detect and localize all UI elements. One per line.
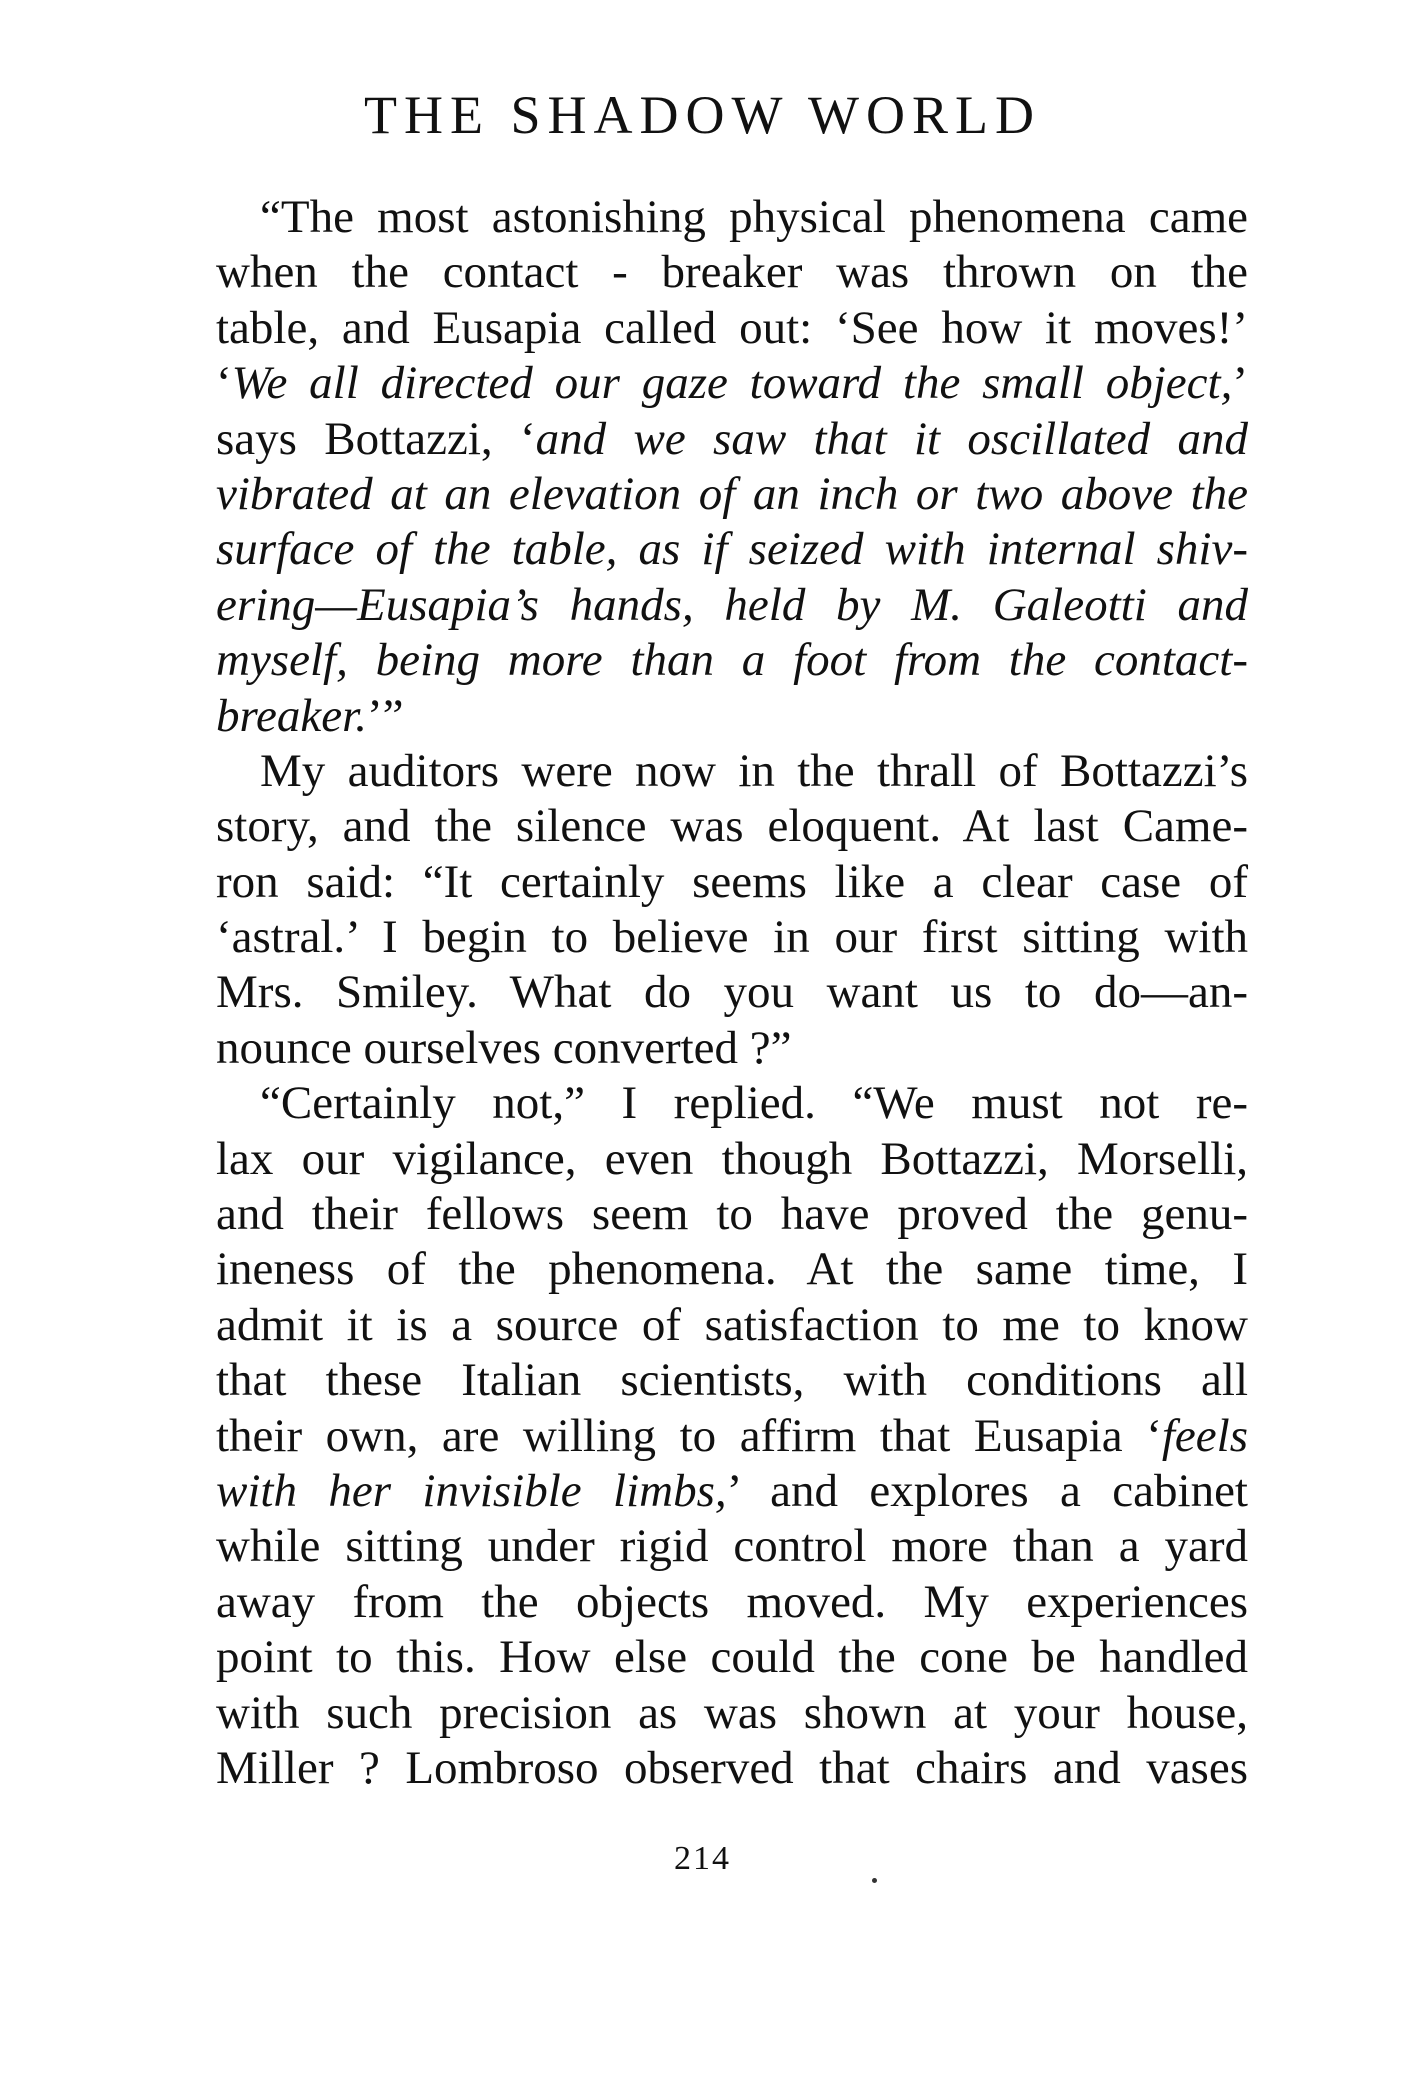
text-run: Miller ? Lombroso observed that chairs and vases: [216, 1741, 1248, 1794]
italic-run: breaker.: [216, 689, 367, 742]
text-run: Mrs. Smiley. What do you want us to do—an-: [216, 966, 1248, 1019]
text-line: [216, 689, 1248, 744]
text-run: admit it is a source of satisfaction to me to know: [216, 1298, 1248, 1351]
text-line: [216, 1464, 1248, 1519]
text-run: says Bottazzi, ‘: [216, 412, 536, 465]
text-run: lax our vigilance, even though Bottazzi, Morselli,: [216, 1132, 1248, 1185]
page-number: 214: [674, 1840, 731, 1877]
text-run: table, and Eusapia called out: ‘See how it moves!’: [216, 301, 1248, 354]
text-run: story, and the silence was eloquent. At last Came-: [216, 800, 1248, 853]
text-run: “The most astonishing physical phenomena came: [260, 191, 1248, 243]
italic-run: We all directed our gaze toward the small object,: [231, 357, 1233, 410]
text-line: [216, 522, 1248, 577]
text-run: away from the objects moved. My experiences: [216, 1575, 1248, 1628]
text-line: [216, 356, 1248, 411]
text-run: My auditors were now in the thrall of Bottazzi’s: [260, 744, 1248, 797]
italic-run: myself, being more than a foot from the contact-: [216, 634, 1248, 687]
text-run: and their fellows seem to have proved the genu-: [216, 1188, 1248, 1241]
italic-run: with her invisible limbs,: [216, 1464, 727, 1517]
text-line: [216, 633, 1248, 688]
text-run: that these Italian scientists, with conditions all: [216, 1354, 1248, 1407]
text-run: “Certainly not,” I replied. “We must not re-: [260, 1077, 1248, 1130]
text-line: [216, 1353, 1248, 1408]
text-run: ron said: “It certainly seems like a clear case of: [216, 855, 1248, 908]
text-line: [216, 1076, 1248, 1131]
text-line: [216, 1741, 1248, 1796]
italic-run: surface of the table, as if seized with internal shiv-: [216, 523, 1248, 576]
text-run: while sitting under rigid control more than a yard: [216, 1520, 1248, 1573]
text-line: [216, 965, 1248, 1020]
text-run: ‘: [216, 357, 232, 410]
text-line: [216, 1187, 1248, 1242]
text-run: ’”: [366, 689, 404, 742]
text-line: [216, 301, 1248, 356]
body-text: [216, 190, 1248, 1796]
text-line: [216, 1021, 1248, 1076]
text-line: [216, 1409, 1248, 1464]
text-run: with such precision as was shown at your house,: [216, 1686, 1248, 1739]
italic-run: ering—Eusapia’s hands, held by M. Galeotti and: [216, 578, 1248, 631]
text-line: [216, 467, 1248, 522]
text-run: ’ and explores a cabinet: [726, 1464, 1248, 1517]
text-run: their own, are willing to affirm that Eusapia ‘: [216, 1409, 1162, 1462]
text-line: [216, 799, 1248, 854]
running-head-title: THE SHADOW WORLD: [364, 85, 1041, 145]
text-line: [216, 412, 1248, 467]
italic-run: feels: [1161, 1409, 1248, 1462]
text-run: ‘astral.’ I begin to believe in our first sitting with: [216, 911, 1248, 964]
text-line: [216, 1298, 1248, 1353]
text-run: when the contact - breaker was thrown on the: [216, 246, 1248, 299]
italic-run: and we saw that it oscillated and: [535, 412, 1249, 465]
text-run: ineness of the phenomena. At the same time, I: [216, 1243, 1248, 1296]
text-line: [216, 1242, 1248, 1297]
print-speck: [872, 1878, 877, 1883]
text-line: [216, 245, 1248, 300]
text-line: [216, 1519, 1248, 1574]
text-line: [216, 855, 1248, 910]
text-line: [216, 190, 1248, 245]
text-line: [216, 578, 1248, 633]
text-line: [216, 1630, 1248, 1685]
text-line: [216, 744, 1248, 799]
text-run: ’: [1232, 357, 1248, 410]
text-line: [216, 1686, 1248, 1741]
text-line: [216, 1132, 1248, 1187]
text-run: point to this. How else could the cone be handled: [216, 1631, 1248, 1684]
italic-run: vibrated at an elevation of an inch or two above the: [216, 467, 1248, 520]
text-run: nounce ourselves converted ?”: [216, 1021, 792, 1074]
text-line: [216, 1575, 1248, 1630]
text-line: [216, 910, 1248, 965]
